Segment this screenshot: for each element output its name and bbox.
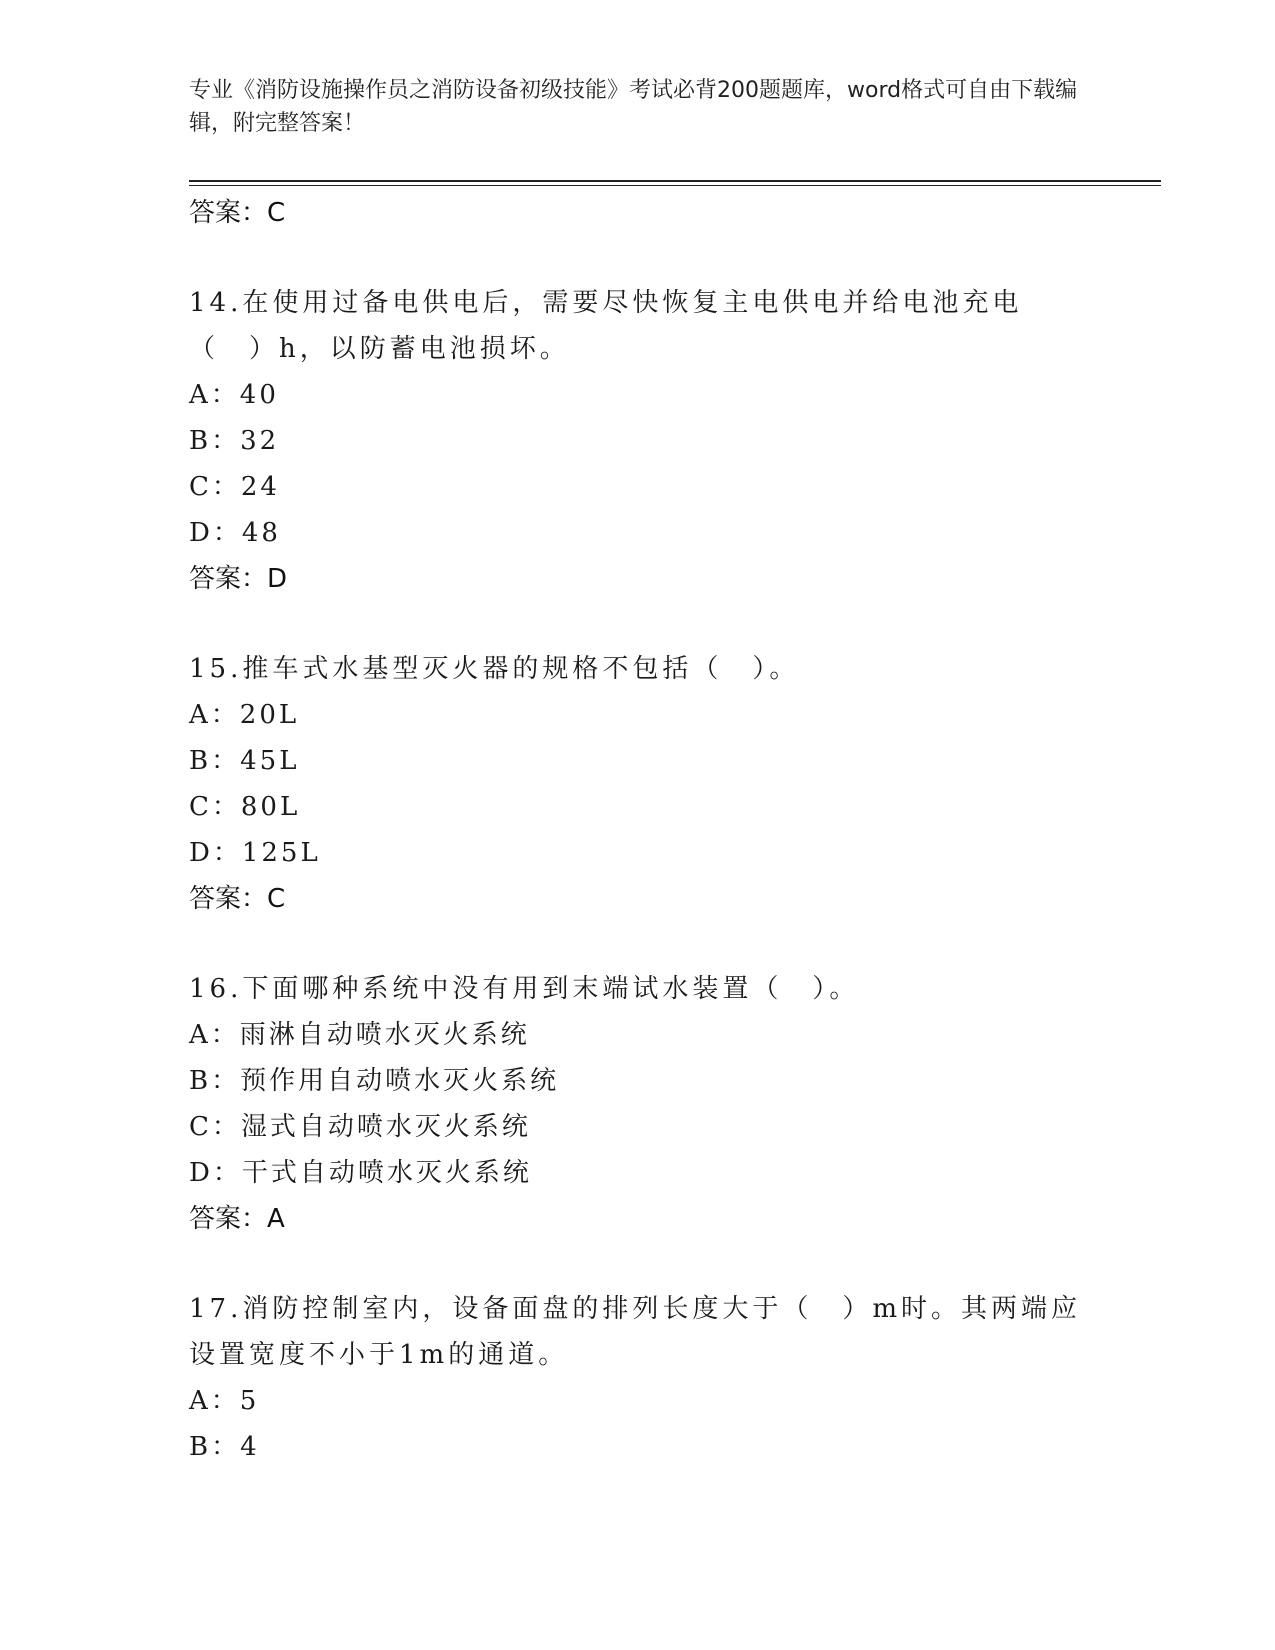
question-list xyxy=(189,190,1089,1470)
answer-line: 答案：C xyxy=(189,198,286,228)
option-b: B：4 xyxy=(189,1432,260,1462)
option-d: D：125L xyxy=(189,838,321,868)
question-text: 15.推车式水基型灭火器的规格不包括（ ）。 xyxy=(189,654,800,684)
option-c: C：80L xyxy=(189,792,301,822)
option-a: A：20L xyxy=(189,700,300,730)
header-divider-thick xyxy=(189,180,1161,182)
question-block-14 xyxy=(189,280,1089,602)
option-b: B：32 xyxy=(189,426,280,456)
question-text: 14.在使用过备电供电后，需要尽快恢复主电供电并给电池充电（ ）h，以防蓄电池损坏。 xyxy=(189,288,1023,364)
question-block-16 xyxy=(189,966,1089,1242)
question-block-15 xyxy=(189,646,1089,922)
answer-line: 答案：A xyxy=(189,1204,285,1234)
document-header: 专业《消防设施操作员之消防设备初级技能》考试必背200题题库，word格式可自由下载编辑，附完整答案！ xyxy=(189,78,1078,136)
option-d: D：干式自动喷水灭火系统 xyxy=(189,1158,532,1188)
option-c: C：24 xyxy=(189,472,280,502)
header-divider-thin xyxy=(189,185,1161,186)
option-d: D：48 xyxy=(189,518,281,548)
question-block-17 xyxy=(189,1286,1089,1470)
option-b: B：预作用自动喷水灭火系统 xyxy=(189,1066,560,1096)
option-b: B：45L xyxy=(189,746,300,776)
option-a: A：雨淋自动喷水灭火系统 xyxy=(189,1020,530,1050)
answer-line: 答案：C xyxy=(189,884,286,914)
option-a: A：40 xyxy=(189,380,279,410)
question-text: 16.下面哪种系统中没有用到末端试水装置（ ）。 xyxy=(189,974,860,1004)
question-text: 17.消防控制室内，设备面盘的排列长度大于（ ）m时。其两端应设置宽度不小于1m的通道。 xyxy=(189,1294,1082,1370)
answer-line: 答案：D xyxy=(189,564,288,594)
option-c: C：湿式自动喷水灭火系统 xyxy=(189,1112,531,1142)
option-a: A：5 xyxy=(189,1386,260,1416)
